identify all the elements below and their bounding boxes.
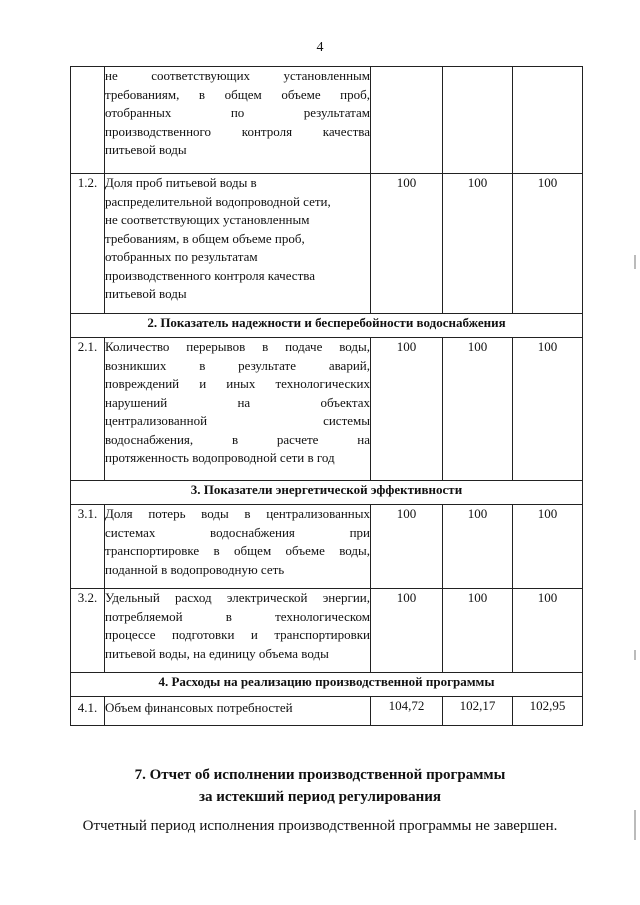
row-number-cell — [71, 67, 105, 174]
scan-edge-mark — [634, 255, 636, 269]
section-title: 2. Показатель надежности и бесперебойности водоснабжения — [71, 314, 583, 338]
indicators-table — [70, 66, 583, 726]
value-cell: 100 — [443, 338, 513, 481]
value-cell: 102,95 — [513, 697, 583, 726]
section-7-title-line-1: 7. Отчет об исполнении производственной программы — [134, 767, 506, 783]
value-cell: 100 — [371, 174, 443, 314]
desc-line: процессе подготовки и транспортировки — [105, 627, 370, 642]
scan-edge-mark — [634, 650, 636, 660]
desc-line: Количество перерывов в подаче воды, — [105, 339, 370, 354]
desc-line: требованиям, в общем объеме проб, — [105, 86, 370, 102]
desc-line: протяженность водопроводной сети в год — [105, 450, 335, 465]
table-row-1-2 — [71, 174, 583, 314]
value-cell: 100 — [443, 174, 513, 314]
table-row-3-1 — [71, 505, 583, 589]
table-row-continuation — [71, 67, 583, 174]
desc-line: потребляемой в технологическом — [105, 608, 370, 624]
desc-line: поданной в водопроводную сеть — [105, 561, 285, 577]
table-row-4-1 — [71, 697, 583, 726]
value-cell: 100 — [443, 505, 513, 589]
section-7-title-line-2: за истекший период регулирования — [198, 789, 442, 805]
row-number: 4.1. — [71, 697, 105, 726]
desc-line: централизованной системы — [105, 413, 370, 428]
value-cell: 100 — [513, 505, 583, 589]
section-title: 4. Расходы на реализацию производственной программы — [71, 673, 583, 697]
row-number: 2.1. — [71, 338, 105, 481]
section-header-row — [71, 673, 583, 697]
desc-line: не соответствующих установленным — [105, 68, 370, 83]
row-number: 3.2. — [71, 589, 105, 673]
section-header-row — [71, 314, 583, 338]
value-cell: 100 — [371, 505, 443, 589]
desc-line: не соответствующих установленным — [105, 212, 310, 227]
desc-line: распределительной водопроводной сети, — [105, 193, 331, 209]
value-cell — [513, 67, 583, 174]
desc-line: питьевой воды — [105, 286, 187, 301]
section-header-row — [71, 481, 583, 505]
desc-line: возникших в результате аварий, — [105, 357, 370, 373]
value-cell: 102,17 — [443, 697, 513, 726]
row-description — [105, 589, 371, 673]
desc-line: производственного контроля качества — [105, 123, 370, 139]
value-cell: 100 — [371, 589, 443, 673]
desc-line: производственного контроля качества — [105, 267, 315, 283]
desc-line: Доля потерь воды в централизованных — [105, 506, 370, 521]
row-description — [105, 67, 371, 174]
desc-line: водоснабжения, в расчете на — [105, 431, 370, 447]
desc-line: питьевой воды — [105, 142, 187, 157]
page-number: 4 — [316, 40, 324, 55]
value-cell: 100 — [513, 174, 583, 314]
row-description: Объем финансовых потребностей — [105, 697, 371, 726]
table-row-2-1 — [71, 338, 583, 481]
desc-line: Удельный расход электрической энергии, — [105, 590, 370, 605]
row-number: 1.2. — [71, 174, 105, 314]
row-description — [105, 505, 371, 589]
row-description — [105, 174, 371, 314]
row-description — [105, 338, 371, 481]
row-number: 3.1. — [71, 505, 105, 589]
report-period-text: Отчетный период исполнения производственной программы не завершен. — [82, 818, 558, 834]
scan-edge-mark — [634, 810, 636, 840]
value-cell: 100 — [371, 338, 443, 481]
desc-line: нарушений на объектах — [105, 394, 370, 410]
desc-line: отобранных по результатам — [105, 105, 370, 120]
value-cell: 100 — [443, 589, 513, 673]
desc-line: системах водоснабжения при — [105, 524, 370, 540]
desc-line: отобранных по результатам — [105, 249, 258, 264]
value-cell — [443, 67, 513, 174]
desc-line: Доля проб питьевой воды в — [105, 175, 257, 190]
desc-line: повреждений и иных технологических — [105, 376, 370, 391]
value-cell: 100 — [513, 338, 583, 481]
value-cell: 104,72 — [371, 697, 443, 726]
desc-line: требованиям, в общем объеме проб, — [105, 230, 305, 246]
section-title: 3. Показатели энергетической эффективности — [71, 481, 583, 505]
desc-line: транспортировке в общем объеме воды, — [105, 543, 370, 558]
value-cell — [371, 67, 443, 174]
value-cell: 100 — [513, 589, 583, 673]
table-row-3-2 — [71, 589, 583, 673]
desc-line: питьевой воды, на единицу объема воды — [105, 645, 329, 661]
